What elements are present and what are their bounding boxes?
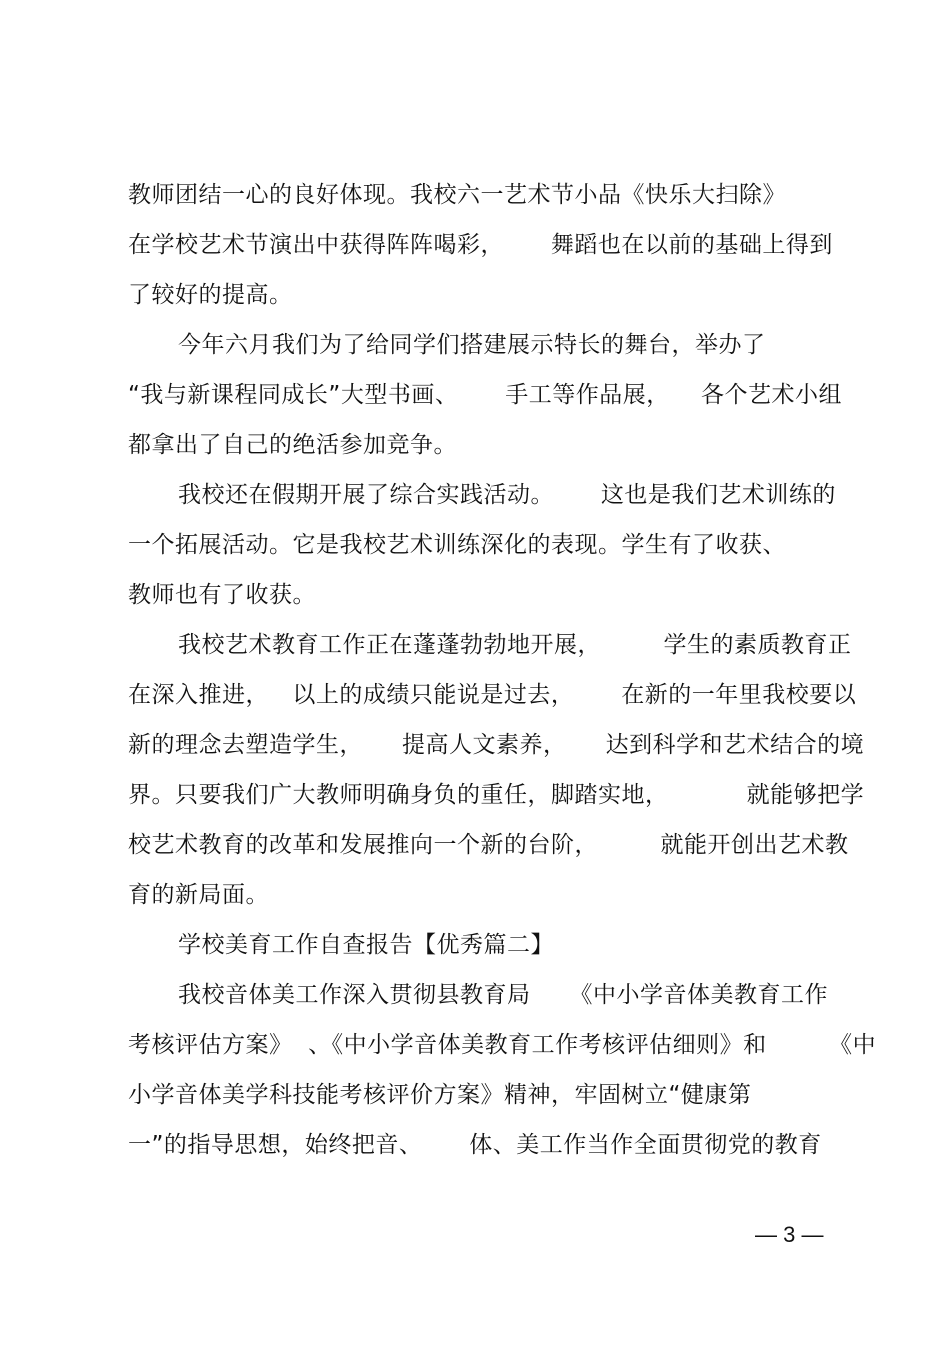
text-line: 一个拓展活动。它是我校艺术训练深化的表现。学生有了收获、 (128, 532, 786, 558)
text-line: 一”的指导思想，始终把音、 体、美工作当作全面贯彻党的教育 (128, 1132, 822, 1158)
text-line: 界。只要我们广大教师明确身负的重任，脚踏实地， 就能够把学 (128, 782, 865, 808)
text-line: 小学音体美学科技能考核评价方案》精神，牢固树立“健康第 (128, 1082, 752, 1108)
text-line: 了较好的提高。 (128, 282, 293, 308)
text-line: 教师也有了收获。 (128, 582, 316, 608)
paragraph-first-line: 今年六月我们为了给同学们搭建展示特长的舞台，举办了 (178, 332, 766, 358)
text-line: 考核评估方案》 、《中小学音体美教育工作考核评估细则》和 《中 (128, 1032, 877, 1058)
page-number: — 3 — (755, 1222, 824, 1247)
paragraph-first-line: 我校音体美工作深入贯彻县教育局 《中小学音体美教育工作 (178, 982, 829, 1008)
text-line: 在深入推进， 以上的成绩只能说是过去， 在新的一年里我校要以 (128, 682, 857, 708)
text-line: 新的理念去塑造学生， 提高人文素养， 达到科学和艺术结合的境 (128, 732, 865, 758)
text-line: 在学校艺术节演出中获得阵阵喝彩， 舞蹈也在以前的基础上得到 (128, 232, 833, 258)
section-heading: 学校美育工作自查报告【优秀篇二】 (178, 932, 554, 958)
text-line: 育的新局面。 (128, 882, 269, 908)
text-line: “我与新课程同成长”大型书画、 手工等作品展， 各个艺术小组 (128, 382, 842, 408)
paragraph-first-line: 我校艺术教育工作正在蓬蓬勃勃地开展， 学生的素质教育正 (178, 632, 852, 658)
paragraph-first-line: 我校还在假期开展了综合实践活动。 这也是我们艺术训练的 (178, 482, 836, 508)
text-line: 都拿出了自己的绝活参加竞争。 (128, 432, 457, 458)
text-line: 校艺术教育的改革和发展推向一个新的台阶， 就能开创出艺术教 (128, 832, 849, 858)
text-line: 教师团结一心的良好体现。我校六一艺术节小品《快乐大扫除》 (128, 182, 786, 208)
